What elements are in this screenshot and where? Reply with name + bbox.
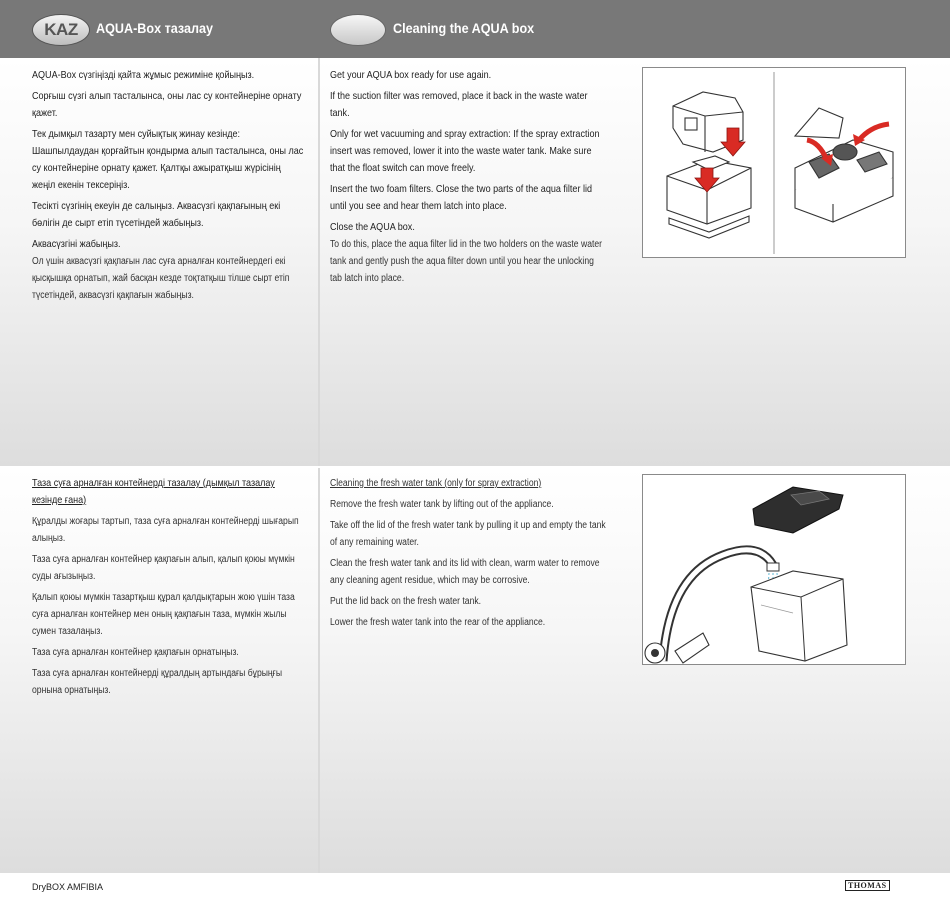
kaz-s2-p1: Құралды жоғары тартып, таза суға арналған контейнерді шығарып алыңыз.	[32, 516, 299, 544]
en-s2-p5: Lower the fresh water tank into the rear of the appliance.	[330, 617, 546, 628]
kaz-s2-heading: Таза суға арналған контейнерді тазалау (дымқыл тазалау кезінде ғана)	[32, 477, 275, 506]
kaz-s1-p2: Сорғыш сүзгі алып тасталынса, оны лас су контейнеріне орнату қажет.	[32, 90, 302, 119]
en-s2-heading: Cleaning the fresh water tank (only for spray extraction)	[330, 478, 542, 489]
aqua-box-assembly-illustration	[643, 68, 905, 257]
fresh-water-tank-illustration	[643, 475, 905, 664]
en-s1-p5: Close the AQUA box.	[330, 221, 415, 233]
curved-arrow-icon	[859, 124, 889, 140]
english-language-badge	[330, 14, 386, 46]
kaz-s1-p4: Тесікті сүзгінің екеуін де салыңыз. Аквасүзгі қақпағының екі бөлігін де сырт етіп түсетіндей жабыңыз.	[32, 200, 281, 229]
fresh-water-tank-figure	[642, 474, 906, 665]
en-s2-p2: Take off the lid of the fresh water tank by pulling it up and empty the tank of any remaining water.	[330, 520, 606, 548]
brand-logo: THOMAS	[845, 880, 890, 891]
en-s1-p3: Only for wet vacuuming and spray extraction: If the spray extraction insert was removed, lower it into the waste water tank. Make sure that the float switch can move freely.	[330, 128, 600, 174]
kaz-title: AQUA-Box тазалау	[96, 20, 214, 36]
en-s1-p1: Get your AQUA box ready for use again.	[330, 69, 492, 81]
en-section1-text	[330, 67, 608, 291]
en-s2-p1: Remove the fresh water tank by lifting out of the appliance.	[330, 499, 554, 510]
en-s2-p4: Put the lid back on the fresh water tank.	[330, 596, 482, 607]
page-header	[0, 0, 950, 58]
kaz-s1-p3: Тек дымқыл тазарту мен суйықтық жинау кезінде: Шашпылдаудан қорғайтын қондырма алып тасталынса, оны лас су контейнеріне орнату қажет. Қалтқы ажыратқыш жүрісінің жеңіл екенін тексеріңіз.	[32, 128, 304, 191]
kaz-section2-text	[32, 475, 304, 703]
kaz-s2-p2: Таза суға арналған контейнер қақпағын алып, қалып қоюы мүмкін суды ағызыңыз.	[32, 554, 295, 582]
section-separator	[0, 466, 950, 468]
product-name: DryBOX AMFIBIA	[32, 882, 104, 892]
kaz-s2-p5: Таза суға арналған контейнерді құралдың артындағы бұрыңғы орнына орнатыңыз.	[32, 668, 283, 696]
en-section2-text	[330, 475, 608, 635]
english-title: Cleaning the AQUA box	[393, 20, 535, 36]
kaz-language-badge	[32, 14, 90, 46]
en-s2-p3: Clean the fresh water tank and its lid with clean, warm water to remove any cleaning agent residue, which may be corrosive.	[330, 558, 600, 586]
aqua-box-assembly-figure	[642, 67, 906, 258]
kaz-s1-p5: Аквасүзгіні жабыңыз.	[32, 238, 121, 250]
en-s1-p4: Insert the two foam filters. Close the two parts of the aqua filter lid until you see and hear them latch into place.	[330, 183, 593, 212]
kaz-logo-text: KAZ	[44, 20, 78, 39]
kaz-s1-p1: AQUA-Box сүзгіңізді қайта жұмыс режиміне қойыңыз.	[32, 69, 255, 81]
kaz-section1-text	[32, 67, 304, 308]
en-s1-p2: If the suction filter was removed, place it back in the waste water tank.	[330, 90, 588, 119]
en-s1-p6: To do this, place the aqua filter lid in the two holders on the waste water tank and gently push the aqua filter down until you hear the unlocking tab latch into place.	[330, 239, 603, 284]
kaz-s1-p6: Ол үшін аквасүзгі қақпағын лас суға арналған контейнердегі екі қысқышқа орнатып, жай басқан кезде тоқтатқыш тілше сырт етіп түсетіндей, аквасүзгі қақпағын жабыңыз.	[32, 256, 290, 301]
kaz-s2-p3: Қалып қоюы мүмкін тазартқыш құрал қалдықтарын жою үшін таза суға арналған контейнер мен оның қақпағын таза, мүмкін жылы сумен тазалаңыз.	[32, 592, 295, 637]
kaz-s2-p4: Таза суға арналған контейнер қақпағын орнатыңыз.	[32, 647, 239, 658]
